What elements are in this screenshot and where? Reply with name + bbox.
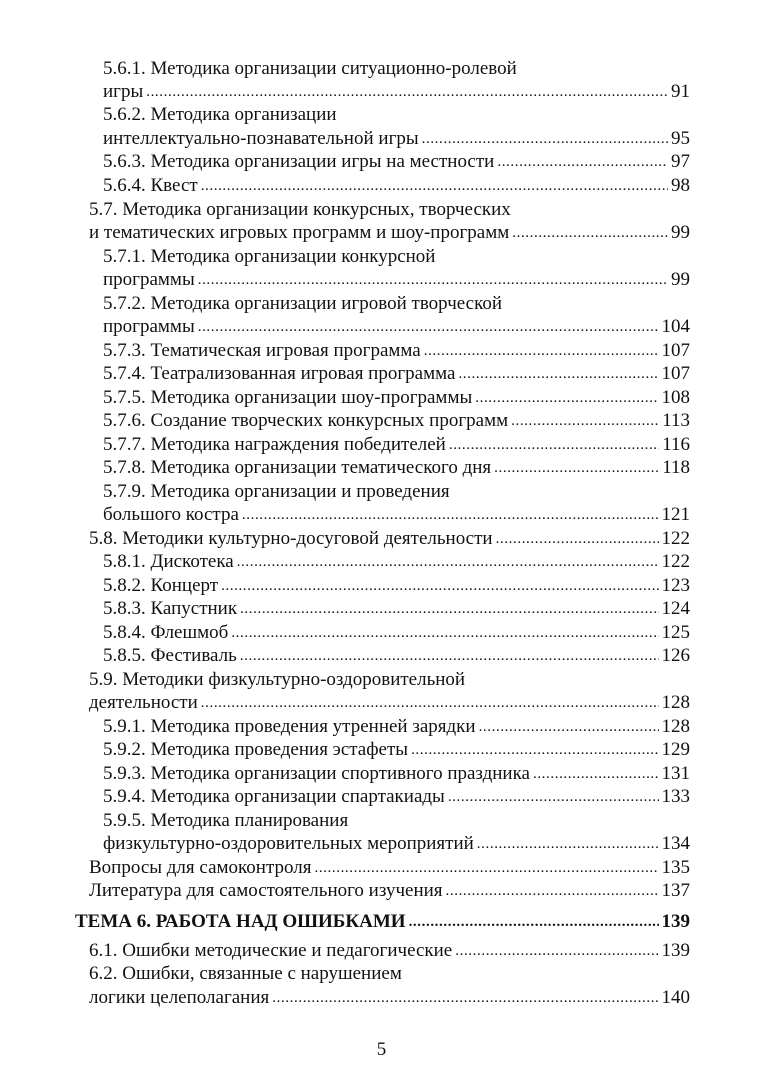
toc-entry: 5.8. Методики культурно-досуговой деятельности ..... 122 bbox=[89, 527, 690, 551]
toc-entry: 5.9.2. Методика проведения эстафеты ..... 129 bbox=[103, 738, 690, 762]
toc-page-number: 128 bbox=[661, 692, 690, 713]
dot-leader bbox=[458, 361, 658, 386]
toc-entry: 5.8.5. Фестиваль ..... 126 bbox=[103, 644, 690, 668]
toc-page-number: 99 bbox=[671, 269, 690, 290]
toc-entry: 5.8.4. Флешмоб ..... 125 bbox=[103, 621, 690, 645]
toc-entry: 5.7.1. Методика организации конкурсной bbox=[103, 246, 436, 267]
toc-entry: 5.9.1. Методика проведения утренней зарядки ..... 128 bbox=[103, 715, 690, 739]
toc-entry: 5.7.2. Методика организации игровой творческой bbox=[103, 293, 503, 314]
toc-page-number: 139 bbox=[661, 911, 690, 932]
toc-entry: 5.7.4. Театрализованная игровая программа ..... 107 bbox=[103, 362, 690, 386]
toc-page-number: 135 bbox=[661, 857, 690, 878]
toc-entry: 5.6.1. Методика организации ситуационно-ролевой bbox=[103, 58, 517, 79]
dot-leader bbox=[272, 985, 658, 1010]
toc-page-number: 131 bbox=[661, 763, 690, 784]
dot-leader bbox=[477, 831, 659, 856]
dot-leader bbox=[479, 714, 659, 739]
toc-entry: 5.7.9. Методика организации и проведения bbox=[103, 481, 450, 502]
dot-leader bbox=[242, 502, 659, 527]
dot-leader bbox=[511, 408, 659, 433]
dot-leader bbox=[240, 643, 659, 668]
dot-leader bbox=[494, 455, 659, 480]
toc-page-number: 126 bbox=[661, 645, 690, 666]
toc-page-number: 122 bbox=[661, 551, 690, 572]
toc-page-number: 107 bbox=[661, 340, 690, 361]
toc-entry: программы ..... 99 bbox=[103, 268, 690, 292]
toc-page-number: 133 bbox=[661, 786, 690, 807]
toc-entry: 5.7.6. Создание творческих конкурсных программ ..... 113 bbox=[103, 409, 690, 433]
dot-leader bbox=[201, 173, 668, 198]
dot-leader bbox=[198, 314, 659, 339]
toc-entry: 5.6.3. Методика организации игры на местности ..... 97 bbox=[103, 150, 690, 174]
toc-entry: и тематических игровых программ и шоу-программ ..... 99 bbox=[89, 221, 690, 245]
toc-entry: физкультурно-оздоровительных мероприятий ..... 134 bbox=[103, 832, 690, 856]
toc-page-number: 108 bbox=[661, 387, 690, 408]
toc-entry: 5.7.8. Методика организации тематического дня ..... 118 bbox=[103, 456, 690, 480]
toc-entry: 5.7. Методика организации конкурсных, творческих bbox=[89, 199, 511, 220]
dot-leader bbox=[475, 385, 658, 410]
toc-entry: деятельности ..... 128 bbox=[89, 691, 690, 715]
toc-page-number: 129 bbox=[661, 739, 690, 760]
toc-page-number: 128 bbox=[661, 716, 690, 737]
toc-entry: 5.9. Методики физкультурно-оздоровительной bbox=[89, 669, 466, 690]
dot-leader bbox=[314, 855, 658, 880]
toc-entry: Вопросы для самоконтроля ..... 135 bbox=[89, 856, 690, 880]
dot-leader bbox=[533, 761, 659, 786]
dot-leader bbox=[448, 784, 659, 809]
dot-leader bbox=[422, 126, 668, 151]
toc-page-number: 122 bbox=[661, 528, 690, 549]
toc-entry: 5.8.1. Дискотека ..... 122 bbox=[103, 550, 690, 574]
toc-entry: 5.8.3. Капустник ..... 124 bbox=[103, 597, 690, 621]
dot-leader bbox=[424, 338, 659, 363]
toc-page-number: 91 bbox=[671, 81, 690, 102]
toc-page-number: 134 bbox=[661, 833, 690, 854]
toc-entry: 6.2. Ошибки, связанные с нарушением bbox=[89, 963, 402, 984]
dot-leader bbox=[231, 620, 658, 645]
toc-page-number: 97 bbox=[671, 151, 690, 172]
toc-entry: 5.9.3. Методика организации спортивного праздника ..... 131 bbox=[103, 762, 690, 786]
toc-page-number: 98 bbox=[671, 175, 690, 196]
dot-leader bbox=[201, 690, 659, 715]
toc-page-number: 118 bbox=[662, 457, 690, 478]
toc-page-number: 124 bbox=[661, 598, 690, 619]
toc-entry: 6.1. Ошибки методические и педагогические ..... 139 bbox=[89, 939, 690, 963]
toc-page-number: 99 bbox=[671, 222, 690, 243]
toc-page-number: 116 bbox=[662, 434, 690, 455]
dot-leader bbox=[198, 267, 668, 292]
toc-chapter-heading: ТЕМА 6. РАБОТА НАД ОШИБКАМИ ..... 139 bbox=[75, 910, 690, 934]
page-number: 5 bbox=[376, 1039, 387, 1060]
dot-leader bbox=[497, 149, 668, 174]
toc-entry: большого костра ..... 121 bbox=[103, 503, 690, 527]
toc-page-number: 104 bbox=[661, 316, 690, 337]
toc-page-number: 113 bbox=[662, 410, 690, 431]
dot-leader bbox=[240, 596, 658, 621]
dot-leader bbox=[146, 79, 668, 104]
dot-leader bbox=[446, 878, 659, 903]
dot-leader bbox=[409, 909, 659, 934]
toc-page-number: 95 bbox=[671, 128, 690, 149]
toc-entry: игры ..... 91 bbox=[103, 80, 690, 104]
toc-entry: 5.7.3. Тематическая игровая программа ..... 107 bbox=[103, 339, 690, 363]
toc-page-number: 140 bbox=[661, 987, 690, 1008]
dot-leader bbox=[237, 549, 659, 574]
toc-entry: логики целеполагания ..... 140 bbox=[89, 986, 690, 1010]
toc-entry: 5.7.5. Методика организации шоу-программы ..... 108 bbox=[103, 386, 690, 410]
toc-entry: 5.6.4. Квест ..... 98 bbox=[103, 174, 690, 198]
toc-page-number: 139 bbox=[661, 940, 690, 961]
toc-page-number: 107 bbox=[661, 363, 690, 384]
toc-page-number: 123 bbox=[661, 575, 690, 596]
toc-entry: программы ..... 104 bbox=[103, 315, 690, 339]
toc-page-number: 121 bbox=[661, 504, 690, 525]
toc-entry: интеллектуально-познавательной игры ..... 95 bbox=[103, 127, 690, 151]
dot-leader bbox=[221, 573, 658, 598]
dot-leader bbox=[411, 737, 658, 762]
toc-entry: 5.8.2. Концерт ..... 123 bbox=[103, 574, 690, 598]
toc-page-number: 137 bbox=[661, 880, 690, 901]
toc-entry: 5.9.4. Методика организации спартакиады ..... 133 bbox=[103, 785, 690, 809]
toc-entry: 5.7.7. Методика награждения победителей ..... 116 bbox=[103, 433, 690, 457]
dot-leader bbox=[455, 938, 658, 963]
dot-leader bbox=[512, 220, 668, 245]
dot-leader bbox=[449, 432, 659, 457]
toc-entry: 5.6.2. Методика организации bbox=[103, 104, 337, 125]
toc-entry: Литература для самостоятельного изучения ..... 137 bbox=[89, 879, 690, 903]
toc-page-number: 125 bbox=[661, 622, 690, 643]
dot-leader bbox=[496, 526, 659, 551]
toc-entry: 5.9.5. Методика планирования bbox=[103, 810, 349, 831]
